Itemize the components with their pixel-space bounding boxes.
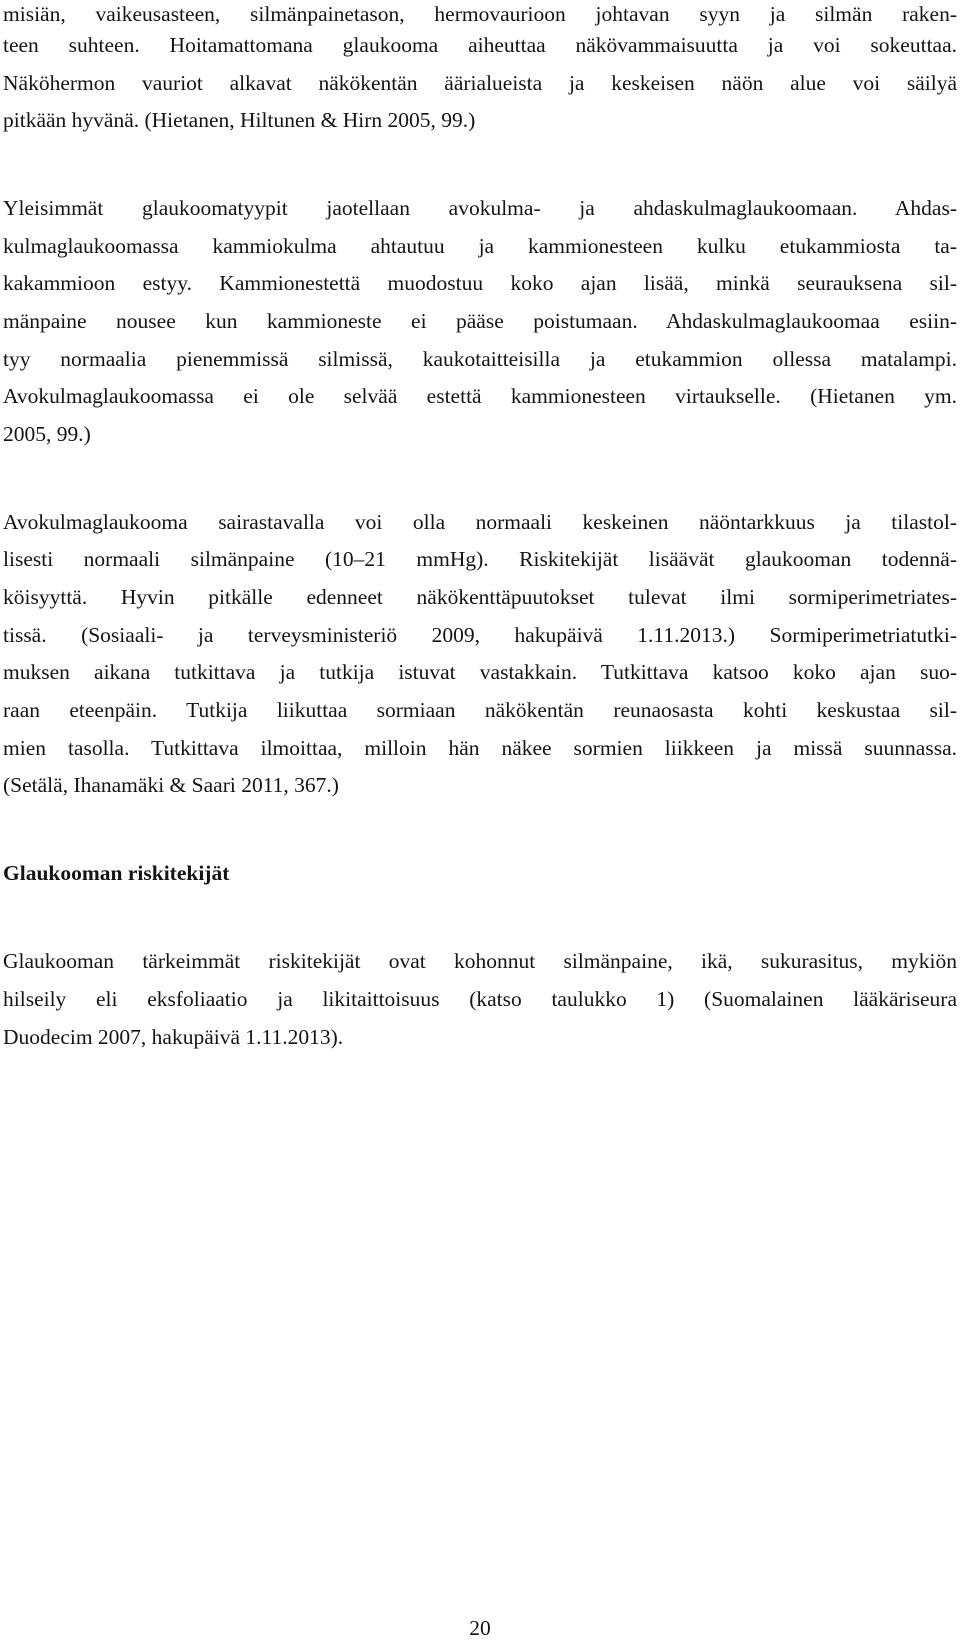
text-line: mänpaine nousee kun kammioneste ei pääse poistumaan. Ahdaskulmaglaukoomaa esiin- [3, 309, 957, 333]
text-line: kakammioon estyy. Kammionestettä muodostuu koko ajan lisää, minkä seurauksena sil- [3, 271, 957, 295]
text-line: kulmaglaukoomassa kammiokulma ahtautuu ja kammionesteen kulku etukammiosta ta- [3, 234, 957, 258]
text-line: Duodecim 2007, hakupäivä 1.11.2013). [3, 1025, 344, 1049]
text-line: 2005, 99.) [3, 422, 91, 446]
text-line: Yleisimmät glaukoomatyypit jaotellaan avokulma- ja ahdaskulmaglaukoomaan. Ahdas- [3, 196, 957, 220]
text-line: misiän, vaikeusasteen, silmänpainetason, hermovaurioon johtavan syyn ja silmän raken- [3, 2, 957, 26]
text-line: teen suhteen. Hoitamattomana glaukooma aiheuttaa näkövammaisuutta ja voi sokeuttaa. [3, 33, 957, 57]
text-line: tyy normaalia pienemmissä silmissä, kaukotaitteisilla ja etukammion ollessa matalampi. [3, 347, 957, 371]
text-line: köisyyttä. Hyvin pitkälle edenneet näkökenttäpuutokset tulevat ilmi sormiperimetriates- [3, 585, 957, 609]
text-line: (Setälä, Ihanamäki & Saari 2011, 367.) [3, 773, 339, 797]
text-line: Glaukooman tärkeimmät riskitekijät ovat kohonnut silmänpaine, ikä, sukurasitus, mykiön [3, 949, 957, 973]
section-heading: Glaukooman riskitekijät [3, 861, 230, 885]
page-number: 20 [469, 1616, 491, 1640]
text-line: tissä. (Sosiaali- ja terveysministeriö 2009, hakupäivä 1.11.2013.) Sormiperimetriatutki- [3, 623, 957, 647]
text-line: pitkään hyvänä. (Hietanen, Hiltunen & Hirn 2005, 99.) [3, 108, 476, 132]
text-line: raan eteenpäin. Tutkija liikuttaa sormiaan näkökentän reunaosasta kohti keskustaa sil- [3, 698, 957, 722]
text-line: muksen aikana tutkittava ja tutkija istuvat vastakkain. Tutkittava katsoo koko ajan suo- [3, 660, 957, 684]
text-line: hilseily eli eksfoliaatio ja likitaittoisuus (katso taulukko 1) (Suomalainen lääkäriseura [3, 987, 957, 1011]
text-line: Näköhermon vauriot alkavat näkökentän äärialueista ja keskeisen näön alue voi säilyä [3, 71, 957, 95]
text-line: Avokulmaglaukooma sairastavalla voi olla normaali keskeinen näöntarkkuus ja tilastol- [3, 510, 957, 534]
text-line: lisesti normaali silmänpaine (10–21 mmHg). Riskitekijät lisäävät glaukooman todennä- [3, 547, 957, 571]
text-line: mien tasolla. Tutkittava ilmoittaa, milloin hän näkee sormien liikkeen ja missä suunnassa. [3, 736, 957, 760]
text-line: Avokulmaglaukoomassa ei ole selvää estettä kammionesteen virtaukselle. (Hietanen ym. [3, 384, 957, 408]
